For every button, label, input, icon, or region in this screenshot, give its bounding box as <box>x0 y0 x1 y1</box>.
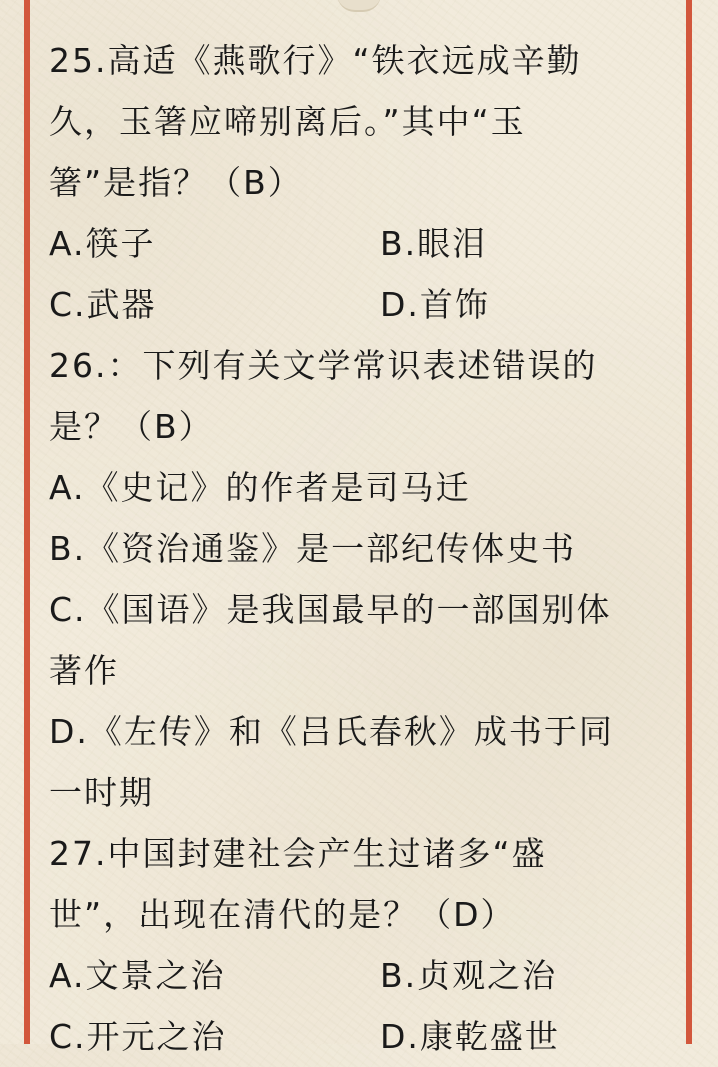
option-d: D.《左传》和《吕氏春秋》成书于同 <box>49 712 614 751</box>
quiz-content <box>49 30 674 1067</box>
question-25-line-2: 久，玉箸应啼别离后。”其中“玉 <box>49 102 526 141</box>
option-d: D.首饰 <box>380 285 490 324</box>
option-c-continued: 著作 <box>49 651 119 690</box>
question-27-options-row-2 <box>49 1006 674 1067</box>
question-25-options-row-2 <box>49 274 674 335</box>
question-26-line-1: 26.：下列有关文学常识表述错误的 <box>49 346 598 385</box>
option-c: C.《国语》是我国最早的一部国别体 <box>49 590 612 629</box>
question-26-line-2: 是？（B） <box>49 407 214 446</box>
right-border <box>686 0 692 1044</box>
question-27-options-row-1 <box>49 945 674 1006</box>
top-ornament <box>337 0 381 12</box>
left-border <box>24 0 30 1044</box>
question-25 <box>49 30 674 335</box>
question-25-options-row-1 <box>49 213 674 274</box>
option-a: A.《史记》的作者是司马迁 <box>49 468 471 507</box>
option-c: C.武器 <box>49 285 157 324</box>
question-27-line-1: 27.中国封建社会产生过诸多“盛 <box>49 834 547 873</box>
option-d-continued: 一时期 <box>49 773 154 812</box>
question-26 <box>49 335 674 823</box>
question-25-line-3: 箸”是指？（B） <box>49 163 303 202</box>
option-b: B.眼泪 <box>380 224 488 263</box>
option-a: A.文景之治 <box>49 956 226 995</box>
option-a: A.筷子 <box>49 224 156 263</box>
option-c: C.开元之治 <box>49 1017 227 1056</box>
question-27-line-2: 世”，出现在清代的是？（D） <box>49 895 516 934</box>
question-25-line-1: 25.高适《燕歌行》“铁衣远成辛勤 <box>49 41 582 80</box>
option-b: B.贞观之治 <box>380 956 558 995</box>
option-b: B.《资治通鉴》是一部纪传体史书 <box>49 529 577 568</box>
option-d: D.康乾盛世 <box>380 1017 560 1056</box>
question-27 <box>49 823 674 1067</box>
